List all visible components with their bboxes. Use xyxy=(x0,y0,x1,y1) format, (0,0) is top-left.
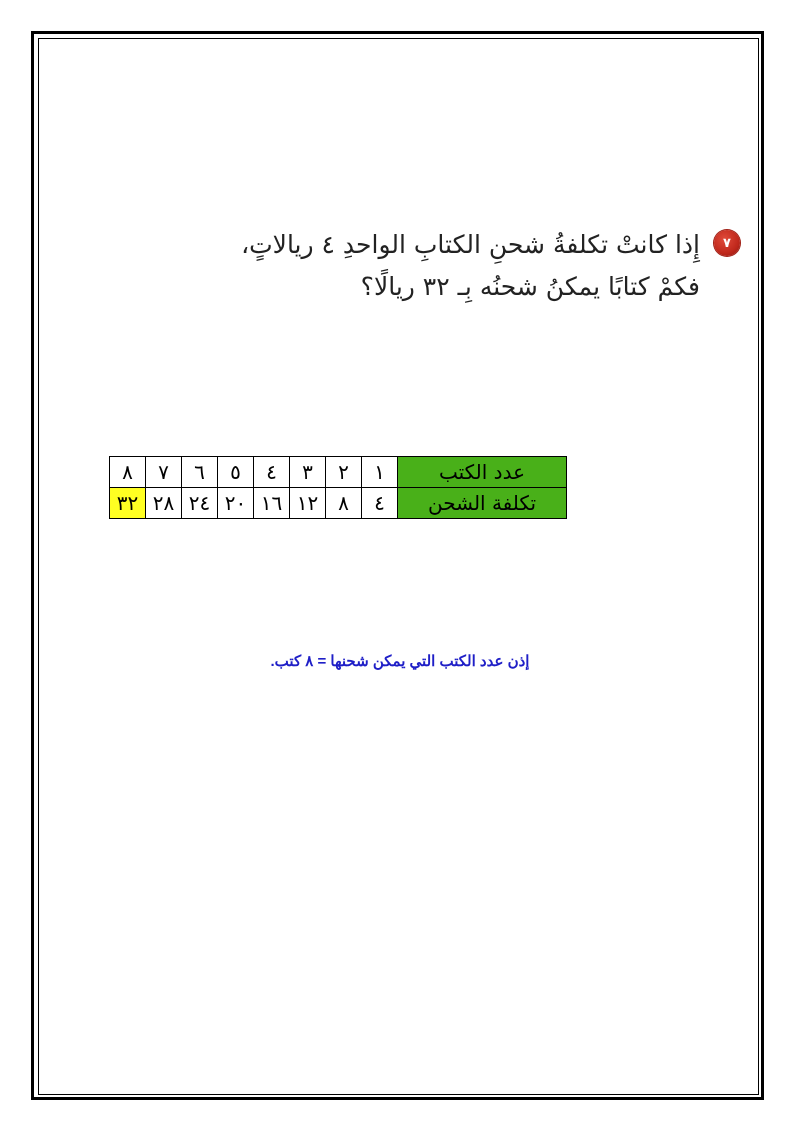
table-cell-answer-highlight: ٣٢ xyxy=(110,488,146,519)
table-cell: ٢٠ xyxy=(218,488,254,519)
page-border-inner xyxy=(38,38,759,1095)
question-line-1: إِذا كانتْ تكلفةُ شحنِ الكتابِ الواحدِ ٤ ريالاتٍ، xyxy=(241,230,700,259)
table-cell: ٣ xyxy=(290,457,326,488)
question-number-badge: ٧ xyxy=(714,230,740,256)
table-cell: ١٦ xyxy=(254,488,290,519)
table-cell: ٢٨ xyxy=(146,488,182,519)
table-row-books-count xyxy=(110,457,567,488)
shipping-cost-table xyxy=(109,456,567,519)
question-text xyxy=(100,224,700,308)
row-header-shipping-cost: تكلفة الشحن xyxy=(398,488,567,519)
table-cell: ٤ xyxy=(254,457,290,488)
question-block xyxy=(100,224,740,308)
table-cell: ٦ xyxy=(182,457,218,488)
table-cell: ٥ xyxy=(218,457,254,488)
table-cell: ١٢ xyxy=(290,488,326,519)
table-cell: ٨ xyxy=(326,488,362,519)
row-header-books-count: عدد الكتب xyxy=(398,457,567,488)
table-cell: ٨ xyxy=(110,457,146,488)
table-cell: ٤ xyxy=(362,488,398,519)
table-cell: ٢ xyxy=(326,457,362,488)
answer-text: إذن عدد الكتب التي يمكن شحنها = ٨ كتب. xyxy=(270,653,530,670)
table-cell: ٧ xyxy=(146,457,182,488)
table-cell: ٢٤ xyxy=(182,488,218,519)
question-line-2: فكمْ كتابًا يمكنُ شحنُه بِـ ٣٢ ريالًا؟ xyxy=(360,272,700,301)
table-row-shipping-cost xyxy=(110,488,567,519)
table-cell: ١ xyxy=(362,457,398,488)
